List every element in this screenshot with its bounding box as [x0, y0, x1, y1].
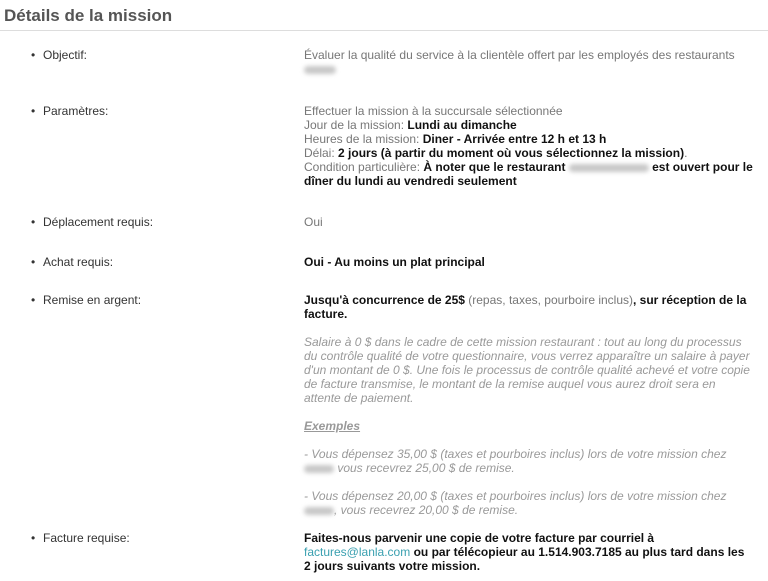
- ex1a: - Vous dépensez 35,00 $ (taxes et pourboires inclus) lors de votre mission chez: [304, 447, 727, 461]
- heures-label: Heures de la mission:: [304, 132, 423, 146]
- delai-end: .: [684, 146, 688, 160]
- objectif-text: Évaluer la qualité du service à la clientèle offert par les employés des restaurants: [304, 48, 735, 62]
- jour: Lundi au dimanche: [407, 118, 517, 132]
- label: Remise en argent:: [43, 293, 142, 307]
- facture-a: Faites-nous parvenir une copie de votre facture par courriel à: [304, 531, 655, 545]
- remise-b: (repas, taxes, pourboire inclus): [464, 293, 633, 307]
- divider: [0, 30, 768, 31]
- label: Facture requise:: [43, 531, 130, 545]
- remise-c: , sur réception de la facture.: [304, 293, 747, 321]
- redacted: [569, 164, 649, 172]
- label: Objectif:: [43, 48, 88, 62]
- bullet-icon: •: [31, 293, 36, 307]
- bullet-icon: •: [31, 255, 36, 269]
- value: [304, 104, 754, 188]
- email-link[interactable]: factures@lanla.com: [304, 545, 411, 559]
- label: Achat requis:: [43, 255, 114, 269]
- ex2b: , vous recevrez 20,00 $ de remise.: [334, 503, 519, 517]
- facture-b: ou par télécopieur au 1.514.903.7185 au plus tard dans les 2 jours suivants votre mission.: [304, 545, 745, 573]
- line1: Effectuer la mission à la succursale sélectionnée: [304, 104, 563, 118]
- exemple-2: [304, 489, 754, 517]
- remise-a: Jusqu'à concurrence de 25$: [304, 293, 465, 307]
- delai-label: Délai:: [304, 146, 339, 160]
- jour-label: Jour de la mission:: [304, 118, 408, 132]
- salaire-note: Salaire à 0 $ dans le cadre de cette mission restaurant : tout au long du processus du contrôle qualité de votre questionnaire, vous verrez apparaître un salaire à payer d'un montant de 0 $. Une fois le processus de contrôle qualité achevé et votre copie de facture transmise, le montant de la remise auquel vous aurez droit sera en attente de paiement.: [304, 335, 750, 405]
- section-title: Détails de la mission: [4, 6, 173, 25]
- exemple-1: [304, 447, 754, 475]
- ex2a: - Vous dépensez 20,00 $ (taxes et pourboires inclus) lors de votre mission chez: [304, 489, 727, 503]
- delai: 2 jours (à partir du moment où vous sélectionnez la mission): [338, 146, 685, 160]
- value: Oui - Au moins un plat principal: [304, 255, 485, 269]
- redacted: [304, 465, 334, 473]
- bullet-icon: •: [31, 215, 36, 229]
- heures: Diner - Arrivée entre 12 h et 13 h: [422, 132, 607, 146]
- label: Déplacement requis:: [43, 215, 154, 229]
- bullet-icon: •: [31, 104, 36, 118]
- exemples-heading: Exemples: [304, 419, 361, 433]
- redacted: [304, 66, 336, 74]
- value: [304, 531, 749, 573]
- value: [304, 293, 754, 517]
- cond-label: Condition particulière:: [304, 160, 424, 174]
- label: Paramètres:: [43, 104, 109, 118]
- value: Oui: [304, 215, 323, 229]
- bullet-icon: •: [31, 48, 36, 62]
- bullet-icon: •: [31, 531, 36, 545]
- cond-a: À noter que le restaurant: [423, 160, 569, 174]
- redacted: [304, 507, 334, 515]
- cond-b: est ouvert pour le dîner du lundi au vendredi seulement: [304, 160, 753, 188]
- value: [304, 48, 754, 76]
- ex1b: vous recevrez 25,00 $ de remise.: [334, 461, 515, 475]
